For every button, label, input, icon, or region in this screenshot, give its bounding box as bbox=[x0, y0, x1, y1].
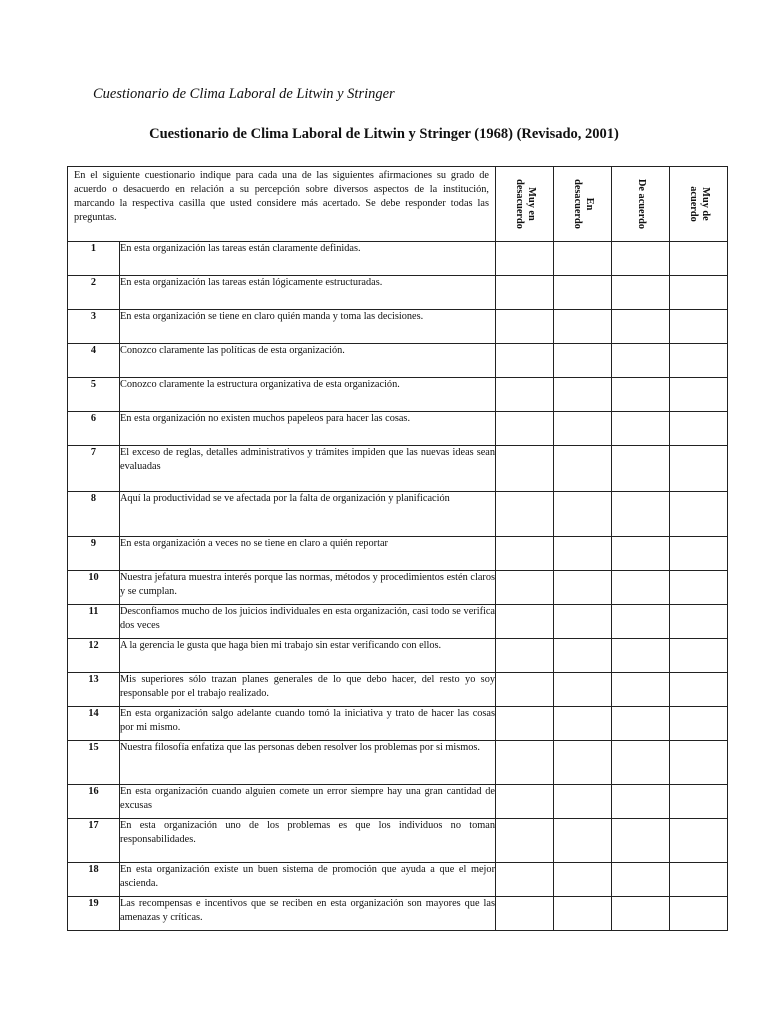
item-statement: Conozco claramente las políticas de esta organización. bbox=[120, 344, 496, 378]
table-row bbox=[68, 819, 728, 863]
answer-cell-en-desacuerdo[interactable] bbox=[554, 605, 612, 639]
item-number: 2 bbox=[68, 276, 120, 310]
option-label-line: desacuerdo bbox=[513, 179, 525, 229]
answer-cell-muy-de-acuerdo[interactable] bbox=[670, 741, 728, 785]
answer-cell-de-acuerdo[interactable] bbox=[612, 242, 670, 276]
item-number: 13 bbox=[68, 673, 120, 707]
answer-cell-muy-en-desacuerdo[interactable] bbox=[496, 242, 554, 276]
answer-cell-muy-de-acuerdo[interactable] bbox=[670, 378, 728, 412]
table-row bbox=[68, 378, 728, 412]
item-statement: En esta organización se tiene en claro quién manda y toma las decisiones. bbox=[120, 310, 496, 344]
answer-cell-de-acuerdo[interactable] bbox=[612, 378, 670, 412]
answer-cell-de-acuerdo[interactable] bbox=[612, 492, 670, 537]
table-row bbox=[68, 344, 728, 378]
item-number: 8 bbox=[68, 492, 120, 537]
item-number: 12 bbox=[68, 639, 120, 673]
item-number: 16 bbox=[68, 785, 120, 819]
answer-cell-en-desacuerdo[interactable] bbox=[554, 492, 612, 537]
item-number: 19 bbox=[68, 897, 120, 931]
item-statement: El exceso de reglas, detalles administrativos y trámites impiden que las nuevas ideas sean evaluadas bbox=[120, 446, 496, 492]
answer-cell-muy-en-desacuerdo[interactable] bbox=[496, 571, 554, 605]
answer-cell-de-acuerdo[interactable] bbox=[612, 785, 670, 819]
answer-cell-muy-en-desacuerdo[interactable] bbox=[496, 310, 554, 344]
answer-cell-muy-en-desacuerdo[interactable] bbox=[496, 673, 554, 707]
table-row bbox=[68, 741, 728, 785]
answer-cell-muy-de-acuerdo[interactable] bbox=[670, 639, 728, 673]
answer-cell-muy-en-desacuerdo[interactable] bbox=[496, 785, 554, 819]
answer-cell-muy-en-desacuerdo[interactable] bbox=[496, 378, 554, 412]
questionnaire-table bbox=[67, 166, 728, 931]
answer-cell-en-desacuerdo[interactable] bbox=[554, 378, 612, 412]
table-row bbox=[68, 276, 728, 310]
answer-cell-muy-en-desacuerdo[interactable] bbox=[496, 741, 554, 785]
answer-cell-en-desacuerdo[interactable] bbox=[554, 819, 612, 863]
answer-cell-muy-de-acuerdo[interactable] bbox=[670, 785, 728, 819]
answer-cell-de-acuerdo[interactable] bbox=[612, 639, 670, 673]
answer-cell-de-acuerdo[interactable] bbox=[612, 707, 670, 741]
table-row bbox=[68, 639, 728, 673]
answer-cell-en-desacuerdo[interactable] bbox=[554, 446, 612, 492]
answer-cell-de-acuerdo[interactable] bbox=[612, 412, 670, 446]
answer-cell-en-desacuerdo[interactable] bbox=[554, 412, 612, 446]
table-row bbox=[68, 707, 728, 741]
table-header-row bbox=[68, 167, 728, 242]
answer-cell-muy-en-desacuerdo[interactable] bbox=[496, 897, 554, 931]
answer-cell-de-acuerdo[interactable] bbox=[612, 819, 670, 863]
answer-cell-de-acuerdo[interactable] bbox=[612, 571, 670, 605]
option-header-muy-de-acuerdo bbox=[670, 167, 728, 242]
option-label-line: Muy en bbox=[525, 187, 537, 221]
answer-cell-de-acuerdo[interactable] bbox=[612, 310, 670, 344]
answer-cell-en-desacuerdo[interactable] bbox=[554, 707, 612, 741]
answer-cell-en-desacuerdo[interactable] bbox=[554, 310, 612, 344]
answer-cell-muy-en-desacuerdo[interactable] bbox=[496, 707, 554, 741]
answer-cell-en-desacuerdo[interactable] bbox=[554, 673, 612, 707]
answer-cell-muy-en-desacuerdo[interactable] bbox=[496, 276, 554, 310]
document-title: Cuestionario de Clima Laboral de Litwin y Stringer (1968) (Revisado, 2001) bbox=[149, 126, 619, 142]
option-label-line: Muy de bbox=[699, 187, 711, 221]
item-number: 15 bbox=[68, 741, 120, 785]
table-row bbox=[68, 492, 728, 537]
option-header-muy-en-desacuerdo bbox=[496, 167, 554, 242]
item-number: 17 bbox=[68, 819, 120, 863]
item-statement: A la gerencia le gusta que haga bien mi trabajo sin estar verificando con ellos. bbox=[120, 639, 496, 673]
item-number: 6 bbox=[68, 412, 120, 446]
answer-cell-muy-de-acuerdo[interactable] bbox=[670, 673, 728, 707]
answer-cell-en-desacuerdo[interactable] bbox=[554, 276, 612, 310]
item-number: 4 bbox=[68, 344, 120, 378]
answer-cell-muy-en-desacuerdo[interactable] bbox=[496, 537, 554, 571]
item-number: 10 bbox=[68, 571, 120, 605]
item-statement: En esta organización las tareas están lógicamente estructuradas. bbox=[120, 276, 496, 310]
answer-cell-muy-de-acuerdo[interactable] bbox=[670, 571, 728, 605]
answer-cell-muy-de-acuerdo[interactable] bbox=[670, 412, 728, 446]
answer-cell-en-desacuerdo[interactable] bbox=[554, 344, 612, 378]
answer-cell-de-acuerdo[interactable] bbox=[612, 537, 670, 571]
item-statement: En esta organización las tareas están claramente definidas. bbox=[120, 242, 496, 276]
answer-cell-de-acuerdo[interactable] bbox=[612, 673, 670, 707]
answer-cell-muy-en-desacuerdo[interactable] bbox=[496, 863, 554, 897]
item-statement: Las recompensas e incentivos que se reciben en esta organización son mayores que las amenazas y críticas. bbox=[120, 897, 496, 931]
table-row bbox=[68, 863, 728, 897]
answer-cell-en-desacuerdo[interactable] bbox=[554, 785, 612, 819]
answer-cell-muy-de-acuerdo[interactable] bbox=[670, 819, 728, 863]
item-number: 9 bbox=[68, 537, 120, 571]
answer-cell-de-acuerdo[interactable] bbox=[612, 446, 670, 492]
answer-cell-muy-de-acuerdo[interactable] bbox=[670, 276, 728, 310]
item-statement: En esta organización existe un buen sistema de promoción que ayuda a que el mejor ascienda. bbox=[120, 863, 496, 897]
table-row bbox=[68, 605, 728, 639]
item-statement: En esta organización a veces no se tiene en claro a quién reportar bbox=[120, 537, 496, 571]
option-header-de-acuerdo bbox=[612, 167, 670, 242]
answer-cell-en-desacuerdo[interactable] bbox=[554, 537, 612, 571]
answer-cell-en-desacuerdo[interactable] bbox=[554, 571, 612, 605]
item-statement: Conozco claramente la estructura organizativa de esta organización. bbox=[120, 378, 496, 412]
item-number: 18 bbox=[68, 863, 120, 897]
item-statement: En esta organización uno de los problemas es que los individuos no toman responsabilidades. bbox=[120, 819, 496, 863]
item-statement: Mis superiores sólo trazan planes generales de lo que debo hacer, del resto yo soy responsable por el trabajo realizado. bbox=[120, 673, 496, 707]
answer-cell-en-desacuerdo[interactable] bbox=[554, 741, 612, 785]
answer-cell-de-acuerdo[interactable] bbox=[612, 276, 670, 310]
answer-cell-en-desacuerdo[interactable] bbox=[554, 639, 612, 673]
item-statement: Desconfiamos mucho de los juicios individuales en esta organización, casi todo se verifica dos veces bbox=[120, 605, 496, 639]
answer-cell-muy-en-desacuerdo[interactable] bbox=[496, 819, 554, 863]
item-statement: En esta organización salgo adelante cuando tomó la iniciativa y trato de hacer las cosas por mi mismo. bbox=[120, 707, 496, 741]
table-row bbox=[68, 897, 728, 931]
answer-cell-muy-de-acuerdo[interactable] bbox=[670, 344, 728, 378]
item-number: 7 bbox=[68, 446, 120, 492]
item-statement: Nuestra jefatura muestra interés porque las normas, métodos y procedimientos estén claros y se cumplan. bbox=[120, 571, 496, 605]
item-number: 1 bbox=[68, 242, 120, 276]
answer-cell-muy-de-acuerdo[interactable] bbox=[670, 605, 728, 639]
answer-cell-muy-en-desacuerdo[interactable] bbox=[496, 639, 554, 673]
table-row bbox=[68, 673, 728, 707]
answer-cell-muy-en-desacuerdo[interactable] bbox=[496, 344, 554, 378]
answer-cell-de-acuerdo[interactable] bbox=[612, 897, 670, 931]
answer-cell-de-acuerdo[interactable] bbox=[612, 605, 670, 639]
running-header: Cuestionario de Clima Laboral de Litwin y Stringer bbox=[93, 86, 395, 102]
table-row bbox=[68, 446, 728, 492]
answer-cell-de-acuerdo[interactable] bbox=[612, 344, 670, 378]
table-row bbox=[68, 310, 728, 344]
item-statement: Nuestra filosofía enfatiza que las personas deben resolver los problemas por si mismos. bbox=[120, 741, 496, 785]
answer-cell-muy-en-desacuerdo[interactable] bbox=[496, 446, 554, 492]
item-statement: Aquí la productividad se ve afectada por la falta de organización y planificación bbox=[120, 492, 496, 537]
answer-cell-muy-de-acuerdo[interactable] bbox=[670, 707, 728, 741]
item-number: 11 bbox=[68, 605, 120, 639]
option-label-line: De acuerdo bbox=[635, 178, 647, 230]
instructions-text: En el siguiente cuestionario indique para cada una de las siguientes afirmaciones su grado de acuerdo o desacuerdo en relación a su percepción sobre diversos aspectos de la institución, marcando la respectiva casilla que usted considere más acertado. Se debe responder todas las preguntas. bbox=[68, 167, 496, 242]
answer-cell-de-acuerdo[interactable] bbox=[612, 741, 670, 785]
table-row bbox=[68, 537, 728, 571]
item-number: 14 bbox=[68, 707, 120, 741]
answer-cell-muy-de-acuerdo[interactable] bbox=[670, 537, 728, 571]
item-statement: En esta organización cuando alguien comete un error siempre hay una gran cantidad de excusas bbox=[120, 785, 496, 819]
answer-cell-muy-de-acuerdo[interactable] bbox=[670, 242, 728, 276]
answer-cell-muy-de-acuerdo[interactable] bbox=[670, 897, 728, 931]
answer-cell-en-desacuerdo[interactable] bbox=[554, 897, 612, 931]
answer-cell-en-desacuerdo[interactable] bbox=[554, 242, 612, 276]
answer-cell-de-acuerdo[interactable] bbox=[612, 863, 670, 897]
answer-cell-muy-en-desacuerdo[interactable] bbox=[496, 412, 554, 446]
table-row bbox=[68, 242, 728, 276]
answer-cell-muy-en-desacuerdo[interactable] bbox=[496, 605, 554, 639]
option-header-en-desacuerdo bbox=[554, 167, 612, 242]
item-number: 5 bbox=[68, 378, 120, 412]
table-row bbox=[68, 412, 728, 446]
answer-cell-muy-de-acuerdo[interactable] bbox=[670, 863, 728, 897]
answer-cell-muy-en-desacuerdo[interactable] bbox=[496, 492, 554, 537]
table-row bbox=[68, 571, 728, 605]
item-number: 3 bbox=[68, 310, 120, 344]
option-label-line: desacuerdo bbox=[571, 179, 583, 229]
answer-cell-en-desacuerdo[interactable] bbox=[554, 863, 612, 897]
item-statement: En esta organización no existen muchos papeleos para hacer las cosas. bbox=[120, 412, 496, 446]
option-label-line: acuerdo bbox=[687, 186, 699, 222]
table-row bbox=[68, 785, 728, 819]
answer-cell-muy-de-acuerdo[interactable] bbox=[670, 446, 728, 492]
answer-cell-muy-de-acuerdo[interactable] bbox=[670, 492, 728, 537]
option-label-line: En bbox=[583, 197, 595, 211]
answer-cell-muy-de-acuerdo[interactable] bbox=[670, 310, 728, 344]
